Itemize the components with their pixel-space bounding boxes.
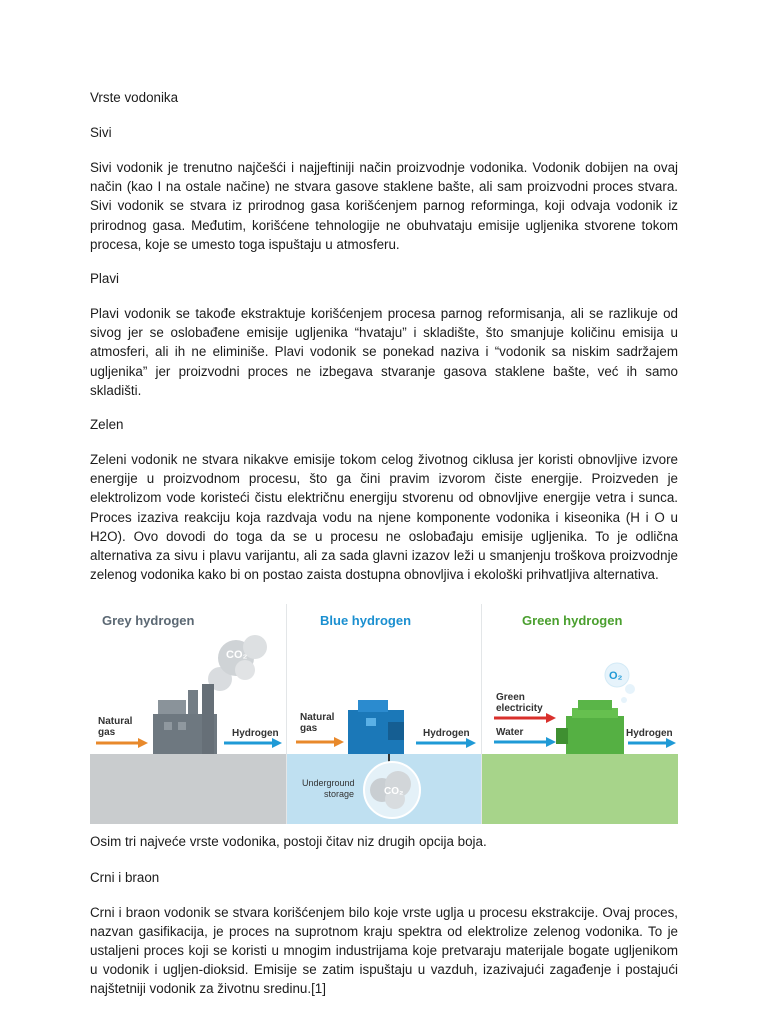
blue-input-label-line1: Natural	[300, 712, 335, 724]
paragraph-sivi: Sivi vodonik je trenutno najčešći i najjeftiniji način proizvodnje vodonika. Vodonik dobijen na ovaj način (kao I na ostale načine) ne stvara gasove staklene bašte, ali sam proizvodni proces stvara. Sivi vodonik se stvara iz prirodnog gasa korišćenjem parnog reforminga, koji odvaja vodonik iz prirodnog gasa. Međutim, korišćene tehnologije ne obuhvataju emisije ugljenika stvorene tokom procesa, koje se umesto toga ispuštaju u atmosferu.	[90, 160, 678, 252]
co2-underground-storage	[364, 762, 420, 818]
green-output-arrowhead	[666, 738, 676, 748]
grey-input-label-line2: gas	[98, 727, 116, 739]
paragraph-other-colors: Osim tri najveće vrste vodonika, postoji čitav niz drugih opcija boja.	[90, 834, 487, 850]
o2-label: O₂	[609, 670, 623, 683]
heading-zelen: Zelen	[90, 417, 124, 433]
document-title: Vrste vodonika	[90, 90, 179, 105]
grey-output-label: Hydrogen	[232, 728, 279, 740]
green-output-label: Hydrogen	[626, 728, 673, 740]
water-label: Water	[496, 727, 524, 739]
blue-input-arrowhead	[334, 737, 344, 747]
o2-bubble	[605, 663, 635, 703]
hydrogen-types-figure	[90, 604, 678, 824]
grey-ground	[90, 754, 286, 824]
green-electricity-label-line1: Green	[496, 692, 525, 704]
heading-crni-i-braon: Crni i braon	[90, 869, 160, 885]
paragraph-zelen: Zeleni vodonik ne stvara nikakve emisije tokom celog životnog ciklusa jer koristi obnovljive izvore energije u proizvodnom procesu, što ga čini pravim izvorom čiste energije. Proizveden je elektrolizom vode koristeći čistu električnu energiju stvorenu od obnovljive energije vetra i sunca. Proces izaziva reakciju koja razdvaja vodu na njene komponente vodonika i kiseonika (H i O u H2O). Ovo dovodi do toga da se u procesu ne oslobađaju emisije ugljenika. To je odlična alternativa za sivu i plavu varijantu, ali za sada glavni izazov leži u smanjenju troškova proizvodnje zelenog vodonika kako bi on postao zaista dostupna obnovljiva i ekološki prihvatljiva alternativa.	[90, 452, 678, 583]
storage-label-line1: Underground	[302, 778, 355, 789]
blue-output-label: Hydrogen	[423, 728, 470, 740]
blue-output-arrowhead	[466, 738, 476, 748]
green-electrolyzer	[556, 700, 624, 754]
storage-label-line2: storage	[324, 789, 355, 800]
paragraph-plavi: Plavi vodonik se takođe ekstraktuje korišćenjem procesa parnog reformisanja, ali se razlikuje od sivog jer se oslobađene emisije ugljenika “hvataju” i skladište, što smanjuje količinu emisija u atmosferi, ali ih ne eliminiše. Plavi vodonik se ponekad naziva i “vodonik sa niskim sadržajem ugljenika” jer proizvodni proces ne izbegava stvaranje gasova staklene bašte, već ih samo skladišti.	[90, 306, 678, 398]
water-arrowhead	[546, 737, 556, 747]
co2-label-grey: CO₂	[226, 649, 248, 662]
grey-input-label-line1: Natural	[98, 716, 133, 728]
heading-plavi: Plavi	[90, 271, 120, 287]
green-hydrogen-title: Green hydrogen	[522, 613, 623, 629]
green-electricity-label-line2: electricity	[496, 703, 543, 715]
document-page	[90, 88, 678, 999]
blue-input-label-line2: gas	[300, 723, 318, 735]
heading-sivi: Sivi	[90, 125, 112, 140]
co2-label-blue: CO₂	[384, 786, 404, 798]
green-ground	[482, 754, 678, 824]
blue-plant	[348, 700, 404, 754]
hydrogen-diagram	[90, 604, 678, 824]
paragraph-crni-i-braon: Crni i braon vodonik se stvara korišćenjem bilo koje vrste uglja u procesu ekstrakcije. Ovaj proces, nazvan gasifikacija, je proces na suprotnom kraju spektra od elektrolize zelenog vodonika. To je ustaljeni proces koji se koristi u mnogim industrijama koje pretvaraju materijale bogate ugljenikom u vodonik i ugljen-dioksid. Emisije se zatim ispuštaju u vazduh, izazivajući zagađenje i postajući najštetniji vodonik za životnu sredinu.[1]	[90, 904, 678, 997]
green-electricity-arrowhead	[546, 713, 556, 723]
grey-hydrogen-title: Grey hydrogen	[102, 613, 195, 629]
blue-hydrogen-title: Blue hydrogen	[320, 613, 412, 629]
